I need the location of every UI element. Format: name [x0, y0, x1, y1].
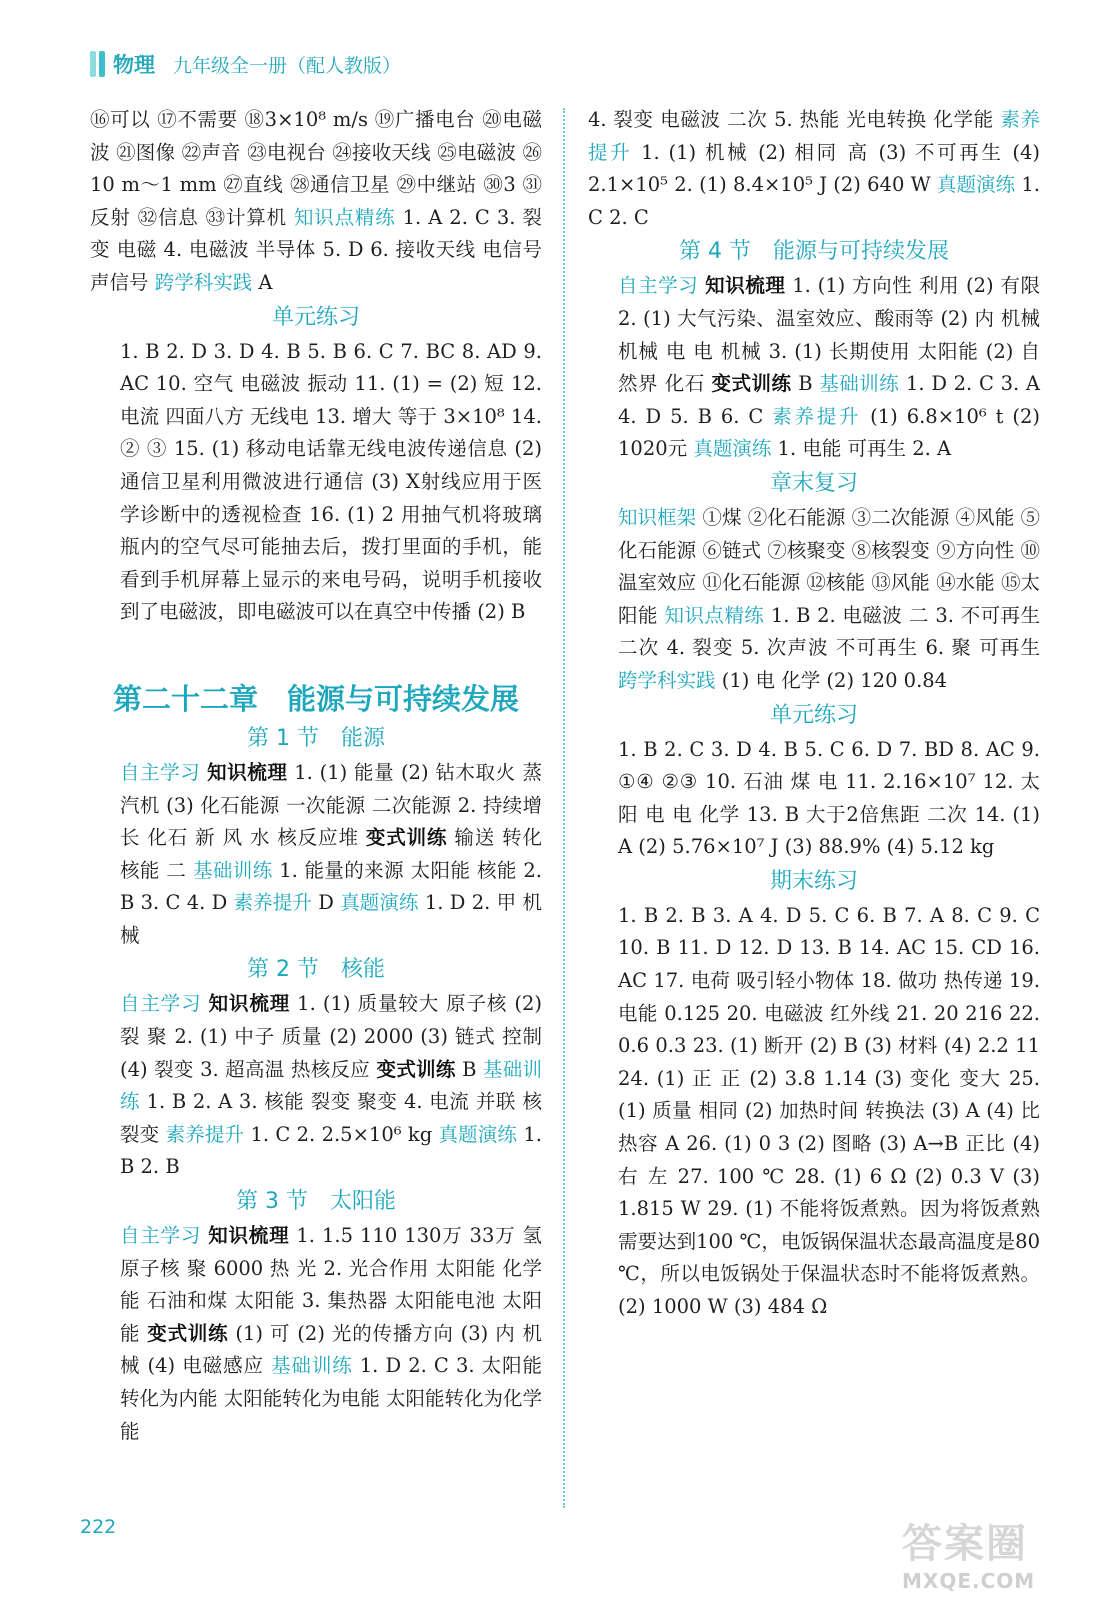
answer-paragraph: [588, 104, 1040, 234]
answer-text: 1. B 2. A 3. 核能 裂变 聚变 4. 电流 并联 核裂变: [120, 1090, 542, 1146]
answer-text: D: [311, 891, 341, 915]
section-title: 单元练习: [271, 304, 360, 330]
section-tag: 素养提升: [772, 404, 862, 428]
section-tag: 知识点精练: [664, 603, 765, 627]
header-subject: 物理: [113, 53, 155, 77]
section-tag: 跨学科实践: [154, 270, 253, 294]
section-tag: 素养提升: [233, 891, 312, 915]
answer-paragraph: [90, 988, 542, 1184]
right-column: [588, 104, 1040, 1324]
section-title: 期末练习: [769, 868, 858, 894]
answer-paragraph: [90, 336, 542, 629]
section-tag: 基础训练: [819, 372, 900, 396]
answer-text: 1. (1) 方向性 利用 (2) 有限 2. (1) 大气污染、温室效应、酸雨等 (2) 内 机械 机械 电 电 机械 3. (1) 长期使用 太阳能 (2) 自然界 化石: [618, 274, 1040, 396]
section-tag: 真题演练: [340, 891, 419, 915]
answer-text: 1. B 2. B: [120, 1122, 542, 1179]
answer-paragraph: [588, 900, 1040, 1324]
section-tag: 素养提升: [588, 108, 1040, 164]
answer-text: 1. A 2. C 3. 裂变 电磁 4. 电磁波 半导体 5. D 6. 接收天线 电信号 声信号: [90, 205, 542, 294]
answer-text: 1. (1) 质量较大 原子核 (2) 裂 聚 2. (1) 中子 质量 (2) 2000 (3) 链式 控制 (4) 裂变 3. 超高温 热核反应: [120, 992, 542, 1081]
answer-text: 1. B 2. C 3. D 4. B 5. C 6. D 7. BD 8. AC 9. ①④ ②③ 10. 石油 煤 电 11. 2.16×10⁷ 12. 太阳 电 电 化学 13. B 大于2倍焦距 二次 14. (1) A (2) 5.76×10⁷ J (3) 88.9% (4) 5.12 kg: [618, 737, 1040, 859]
subsection-label: 变式训练: [365, 826, 448, 850]
section-tag: 素养提升: [165, 1122, 245, 1146]
answer-paragraph: [588, 502, 1040, 698]
answer-text: 1. B 2. D 3. D 4. B 5. B 6. C 7. BC 8. AD 9. AC 10. 空气 电磁波 振动 11. (1) = (2) 短 12. 电流 四面八方 无线电 13. 增大 等于 3×10⁸ 14. ② ③ 15. (1) 移动电话靠无线电波传递信息 (2) 通信卫星利用微波进行通信 (3) X射线应用于医学诊断中的透视检查 16. (1) 2 用抽气机将玻璃瓶内的空气尽可能抽去后，拨打里面的手机，能看到手机屏幕上显示的来电号码，说明手机接收到了电磁波，即电磁波可以在真空中传播 (2) B: [120, 339, 542, 624]
answer-text: 1. (1) 能量 (2) 钻木取火 蒸汽机 (3) 化石能源 一次能源 二次能源 2. 持续增长 化石 新 风 水 核反应堆: [120, 760, 542, 850]
section-title: 第 4 节 能源与可持续发展: [679, 239, 949, 265]
section-tag: 基础训练: [120, 1057, 542, 1114]
chapter-title: 第二十二章 能源与可持续发展: [112, 681, 519, 716]
section-gap: [90, 629, 542, 659]
page-header: [90, 46, 401, 82]
answer-text: (1) 电 化学 (2) 120 0.84: [715, 668, 948, 692]
answer-text: (1) 可 (2) 光的传播方向 (3) 内 机械 (4) 电磁感应: [120, 1321, 542, 1378]
left-column: [90, 104, 542, 1448]
section-title: 章末复习: [769, 470, 858, 496]
subsection-label: 变式训练: [711, 372, 792, 396]
subsection-label: 知识梳理: [207, 760, 288, 784]
answer-text: 1. 能量的来源 太阳能 核能 2. B 3. C 4. D: [120, 858, 542, 915]
subsection-label: 变式训练: [147, 1321, 229, 1345]
section-title: 单元练习: [769, 702, 858, 728]
answer-text: 输送 转化 核能 二: [120, 826, 542, 882]
subsection-label: 知识梳理: [705, 274, 786, 298]
answer-text: 1. B 2. 电磁波 二 3. 不可再生 二次 4. 裂变 5. 次声波 不可再生 6. 聚 可再生: [618, 603, 1040, 660]
section-tag: 基础训练: [192, 858, 273, 882]
section-title: 第 1 节 能源: [247, 725, 385, 751]
answer-paragraph: [90, 104, 542, 300]
section-tag: 基础训练: [271, 1354, 353, 1378]
answer-paragraph: [588, 270, 1040, 466]
section-tag: 跨学科实践: [618, 668, 716, 692]
subsection-label: 变式训练: [376, 1057, 456, 1081]
section-tag: 自主学习: [120, 760, 201, 784]
answer-text: [202, 992, 209, 1015]
answer-text: 1. 电能 可再生 2. A: [771, 437, 952, 461]
section-tag: 知识框架: [618, 505, 697, 529]
header-book-title: 九年级全一册（配人教版）: [173, 54, 402, 77]
subsection-label: 知识梳理: [208, 1224, 290, 1248]
answer-text: ⑯可以 ⑰不需要 ⑱3×10⁸ m/s ⑲广播电台 ⑳电磁波 ㉑图像 ㉒声音 ㉓电视台 ㉔接收天线 ㉕电磁波 ㉖10 m～1 mm ㉗直线 ㉘通信卫星 ㉙中继站 ㉚3 ㉛反射 ㉜信息 ㉝计算机: [90, 108, 542, 229]
section-tag: 真题演练: [693, 437, 772, 461]
answer-text: 1. D 2. C 3. 太阳能转化为内能 太阳能转化为电能 太阳能转化为化学能: [120, 1354, 542, 1443]
watermark-url: MXQE.COM: [902, 1569, 1036, 1593]
page-number: 222: [80, 1516, 117, 1538]
section-tag: 知识点精练: [293, 205, 396, 229]
answer-text: A: [252, 270, 273, 294]
answer-text: 1. C 2. C: [588, 173, 1040, 229]
answer-text: 1. (1) 机械 (2) 相同 高 (3) 不可再生 (4) 2.1×10⁵ 2. (1) 8.4×10⁵ J (2) 640 W: [588, 140, 1040, 197]
watermark-logo: [902, 1512, 1092, 1593]
answer-text: 4. 裂变 电磁波 二次 5. 热能 光电转换 化学能: [588, 108, 1001, 131]
answer-paragraph: [90, 1220, 542, 1448]
answer-text: ①煤 ②化石能源 ③二次能源 ④风能 ⑤化石能源 ⑥链式 ⑦核聚变 ⑧核裂变 ⑨方向性 ⑩温室效应 ⑪化石能源 ⑫核能 ⑬风能 ⑭水能 ⑮太阳能: [618, 505, 1040, 627]
section-title: 第 2 节 核能: [247, 957, 385, 983]
section-tag: 自主学习: [120, 992, 202, 1016]
section-tag: 自主学习: [120, 1224, 202, 1248]
answer-text: B: [791, 372, 820, 396]
answer-text: 1. C 2. 2.5×10⁶ kg: [244, 1122, 439, 1146]
answer-text: (1) 6.8×10⁶ t (2) 1020元: [618, 404, 1040, 461]
answer-text: 1. 1.5 110 130万 33万 氢原子核 聚 6000 热 光 2. 光合作用 太阳能 化学能 石油和煤 太阳能 3. 集热器 太阳能电池 太阳能: [120, 1224, 542, 1345]
answer-text: 1. D 2. 甲 机械: [120, 891, 543, 947]
header-mark-icon: [90, 51, 105, 77]
answer-text: 1. D 2. C 3. A 4. D 5. B 6. C: [618, 372, 1040, 428]
watermark-text: 答案圈: [902, 1521, 1028, 1567]
answer-paragraph: [588, 734, 1040, 864]
column-divider: [563, 108, 565, 1508]
answer-text: 1. B 2. B 3. A 4. D 5. C 6. B 7. A 8. C 9. C 10. B 11. D 12. D 13. B 14. AC 15. CD 16. AC 17. 电荷 吸引轻小物体 18. 做功 热传递 19. 电能 0.125 20. 电磁波 红外线 21. 20 216 22. 0.6 0.3 23. (1) 断开 (2) B (3) 材料 (4) 2.2 11 24. (1) 正 正 (2) 3.8 1.14 (3) 变化 变大 25. (1) 质量 相同 (2) 加热时间 转换法 (3) A (4) 比热容 A 26. (1) 0 3 (2) 图略 (3) A→B 正比 (4) 右 左 27. 100 ℃ 28. (1) 6 Ω (2) 0.3 V (3) 1.815 W 29. (1) 不能将饭煮熟。因为将饭煮熟需要达到100 ℃，电饭锅保温状态最高温度是80 ℃，所以电饭锅处于保温状态时不能将饭煮熟。 (2) 1000 W (3) 484 Ω: [618, 903, 1040, 1318]
section-tag: 真题演练: [936, 173, 1016, 197]
section-tag: 自主学习: [618, 274, 699, 298]
subsection-label: 知识梳理: [208, 992, 291, 1016]
answer-text: B: [455, 1057, 483, 1081]
section-tag: 真题演练: [438, 1122, 518, 1146]
answer-paragraph: [90, 757, 542, 953]
section-title: 第 3 节 太阳能: [236, 1189, 396, 1215]
